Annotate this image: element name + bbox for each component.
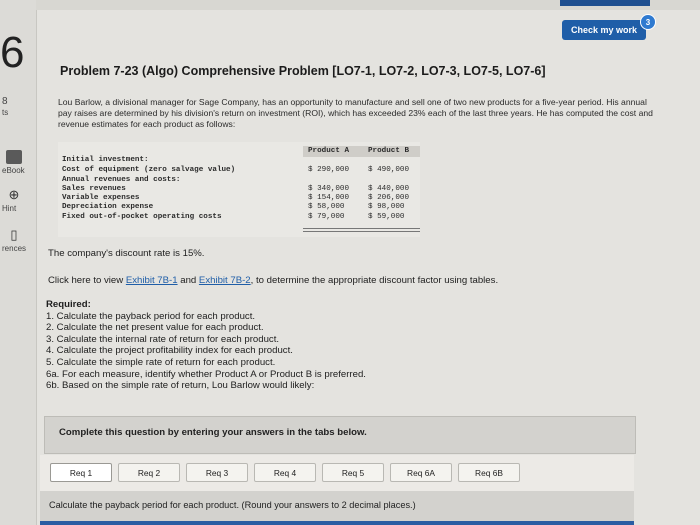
required-item: 1. Calculate the payback period for each product. [46, 310, 256, 322]
required-item: 2. Calculate the net present value for each product. [46, 322, 264, 334]
exhibit-7b1-link[interactable]: Exhibit 7B-1 [125, 275, 178, 286]
row-label: Depreciation expense [62, 203, 154, 211]
hint-icon[interactable]: ⊕ [8, 187, 20, 202]
complete-question-banner [44, 416, 636, 454]
points-value: 8 [2, 96, 8, 107]
tab-req-6a[interactable]: Req 6A [390, 463, 452, 482]
col-header-product-b: Product B [368, 147, 410, 155]
points-label: ts [2, 108, 9, 117]
row-label: Annual revenues and costs: [62, 176, 181, 184]
bottom-accent-bar [40, 521, 634, 525]
cell-b: $ 98,000 [368, 203, 405, 211]
cell-b: $ 59,000 [368, 213, 405, 221]
problem-title: Problem 7-23 (Algo) Comprehensive Problem [LO7-1, LO7-2, LO7-3, LO7-5, LO7-6] [60, 64, 546, 78]
required-item: 5. Calculate the simple rate of return for each product. [46, 356, 276, 368]
required-item: 6b. Based on the simple rate of return, Lou Barlow would likely: [46, 380, 315, 392]
cell-a: $ 79,000 [308, 213, 345, 221]
references-icon[interactable]: ▯ [10, 227, 18, 242]
tab-req-5[interactable]: Req 5 [322, 463, 384, 482]
cell-b: $ 440,000 [368, 185, 410, 193]
ebook-label[interactable]: eBook [2, 166, 25, 175]
exhibit-mid: and [177, 275, 199, 286]
cost-revenue-table [58, 142, 420, 237]
requirement-tabs [40, 455, 634, 491]
cell-a: $ 58,000 [308, 203, 345, 211]
required-item: 4. Calculate the project profitability index for each product. [46, 345, 293, 357]
cell-a: $ 290,000 [308, 166, 350, 174]
exhibit-prefix: Click here to view [48, 275, 126, 286]
table-rule [303, 228, 420, 229]
discount-rate-text: The company's discount rate is 15%. [48, 248, 205, 259]
required-heading: Required: [46, 299, 91, 310]
check-my-work-button[interactable]: Check my work [562, 20, 646, 40]
exhibit-line [48, 275, 498, 286]
question-number: 6 [0, 28, 24, 77]
submit-bar-edge [560, 0, 650, 6]
cell-b: $ 206,000 [368, 194, 410, 202]
ebook-icon[interactable] [6, 150, 22, 164]
cell-a: $ 154,000 [308, 194, 350, 202]
exhibit-7b2-link[interactable]: Exhibit 7B-2 [198, 275, 251, 286]
complete-question-text: Complete this question by entering your answers in the tabs below. [59, 427, 367, 438]
left-rail [0, 0, 37, 525]
col-header-product-a: Product A [308, 147, 350, 155]
required-section [46, 299, 366, 392]
tab-req-2[interactable]: Req 2 [118, 463, 180, 482]
tab-req-4[interactable]: Req 4 [254, 463, 316, 482]
row-label: Sales revenues [62, 185, 126, 193]
row-label: Cost of equipment (zero salvage value) [62, 166, 236, 174]
instruction-text: Calculate the payback period for each product. (Round your answers to 2 decimal places.) [49, 500, 416, 510]
instruction-bar [40, 491, 634, 521]
exhibit-suffix: , to determine the appropriate discount factor using tables. [250, 275, 499, 286]
table-rule [303, 231, 420, 232]
tab-req-1[interactable]: Req 1 [50, 463, 112, 482]
cell-a: $ 340,000 [308, 185, 350, 193]
problem-intro: Lou Barlow, a divisional manager for Sage Company, has an opportunity to manufacture and sell one of two new products for a five-year period. His annual pay raises are determined by his division's return on investment (ROI), which has exceeded 23% each of the last three years. He has computed the cost and revenue estimates for each product as follows: [58, 97, 653, 129]
attempts-badge: 3 [640, 14, 656, 30]
row-label: Variable expenses [62, 194, 140, 202]
required-item: 3. Calculate the internal rate of return for each product. [46, 333, 280, 345]
row-label: Fixed out-of-pocket operating costs [62, 213, 222, 221]
tab-req-6b[interactable]: Req 6B [458, 463, 520, 482]
hint-label[interactable]: Hint [2, 204, 17, 213]
cell-b: $ 490,000 [368, 166, 410, 174]
references-label[interactable]: rences [2, 244, 27, 253]
required-item: 6a. For each measure, identify whether Product A or Product B is preferred. [46, 368, 366, 380]
tab-req-3[interactable]: Req 3 [186, 463, 248, 482]
row-label: Initial investment: [62, 156, 149, 164]
